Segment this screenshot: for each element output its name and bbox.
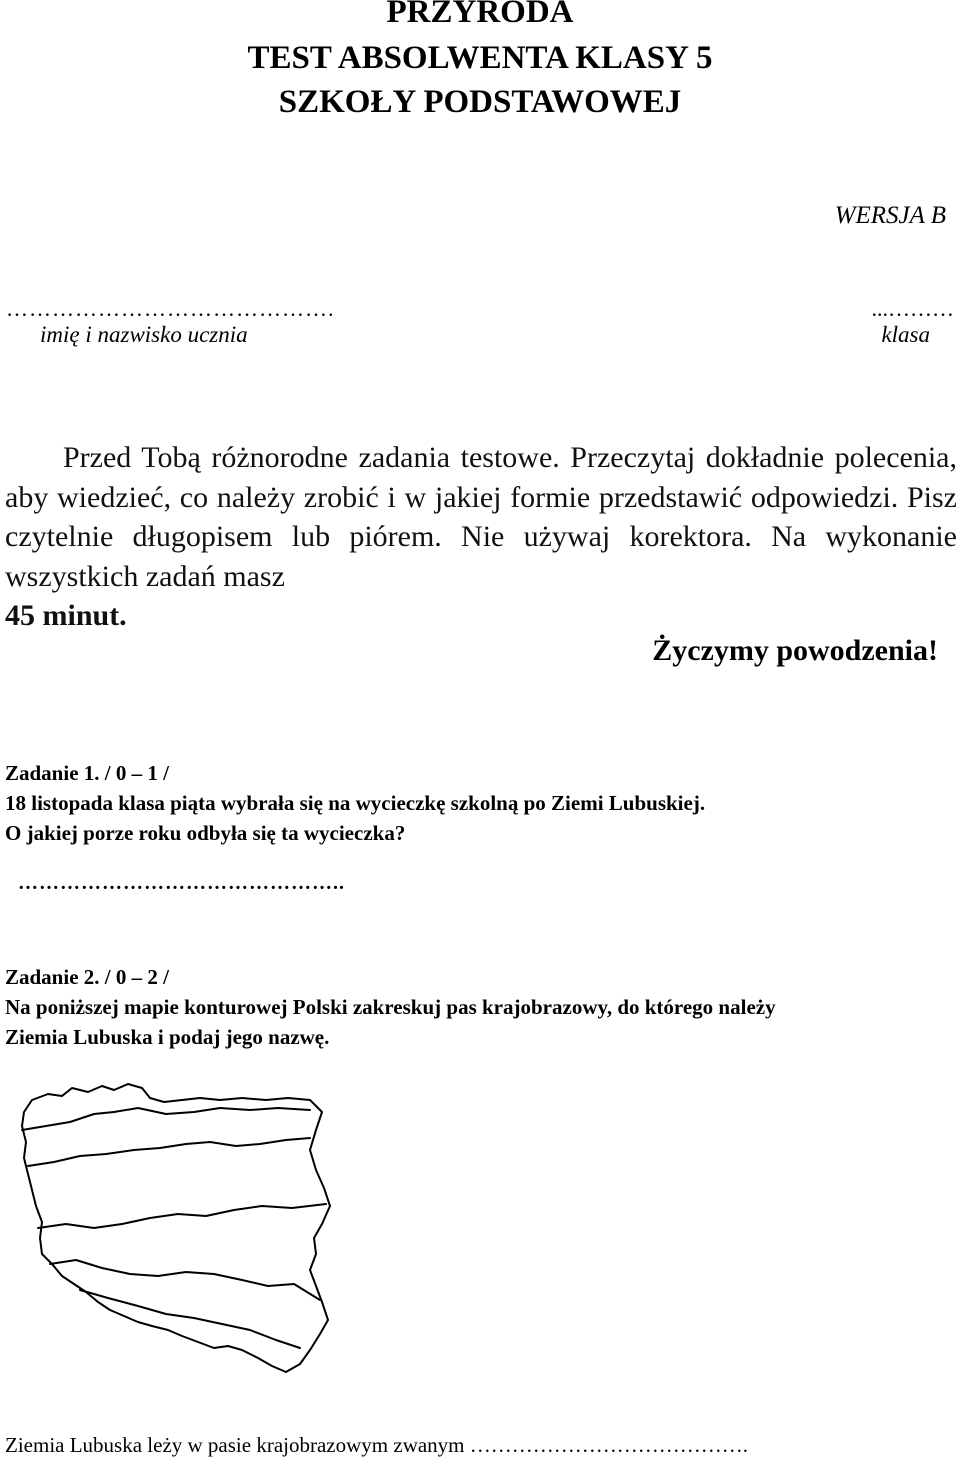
- task-1: [5, 758, 955, 848]
- task-2-text: Na poniższej mapie konturowej Polski zakreskuj pas krajobrazowy, do którego należy: [5, 995, 776, 1019]
- task-2: [5, 962, 955, 1052]
- task-2-text-cont: Ziemia Lubuska i podaj jego nazwę.: [5, 1025, 330, 1049]
- task-1-header: Zadanie 1. / 0 – 1 /: [5, 761, 169, 785]
- belt-line-coast: [22, 1108, 310, 1130]
- student-name-field[interactable]: …………………………………….: [6, 296, 335, 321]
- instructions-text: Przed Tobą różnorodne zadania testowe. Przeczytaj dokładnie polecenia, aby wiedzieć, co należy zrobić i w jakiej formie przedstawić odpowiedzi. Pisz czytelnie długopisem lub piórem. Nie używaj korektora. Na wykonanie wszystkich zadań masz: [5, 441, 957, 593]
- class-field[interactable]: ...………: [871, 296, 954, 321]
- page-title-line-1: PRZYRODA: [386, 0, 574, 30]
- task-2-answer-line[interactable]: Ziemia Lubuska leży w pasie krajobrazowym zwanym ………………………………….: [5, 1433, 749, 1457]
- student-name-caption: imię i nazwisko ucznia: [40, 322, 248, 347]
- task-1-answer-field[interactable]: ………………………………………..: [18, 872, 345, 894]
- page-title-line-3: SZKOŁY PODSTAWOWEJ: [278, 84, 682, 120]
- poland-border: [22, 1084, 330, 1372]
- task-1-text: 18 listopada klasa piąta wybrała się na wycieczkę szkolną po Ziemi Lubuskiej.: [5, 791, 706, 815]
- time-limit: 45 minut.: [5, 599, 127, 632]
- belt-line-lakes: [28, 1138, 310, 1166]
- task-2-header: Zadanie 2. / 0 – 2 /: [5, 965, 169, 989]
- poland-contour-map[interactable]: [10, 1078, 350, 1378]
- version-label: WERSJA B: [834, 202, 946, 229]
- instructions-paragraph: [5, 438, 957, 636]
- class-caption: klasa: [881, 322, 930, 347]
- belt-line-lowlands: [38, 1204, 326, 1228]
- task-1-question: O jakiej porze roku odbyła się ta wycieczka?: [5, 821, 406, 845]
- page-title-line-2: TEST ABSOLWENTA KLASY 5: [247, 40, 713, 76]
- good-luck-message: Życzymy powodzenia!: [652, 634, 938, 667]
